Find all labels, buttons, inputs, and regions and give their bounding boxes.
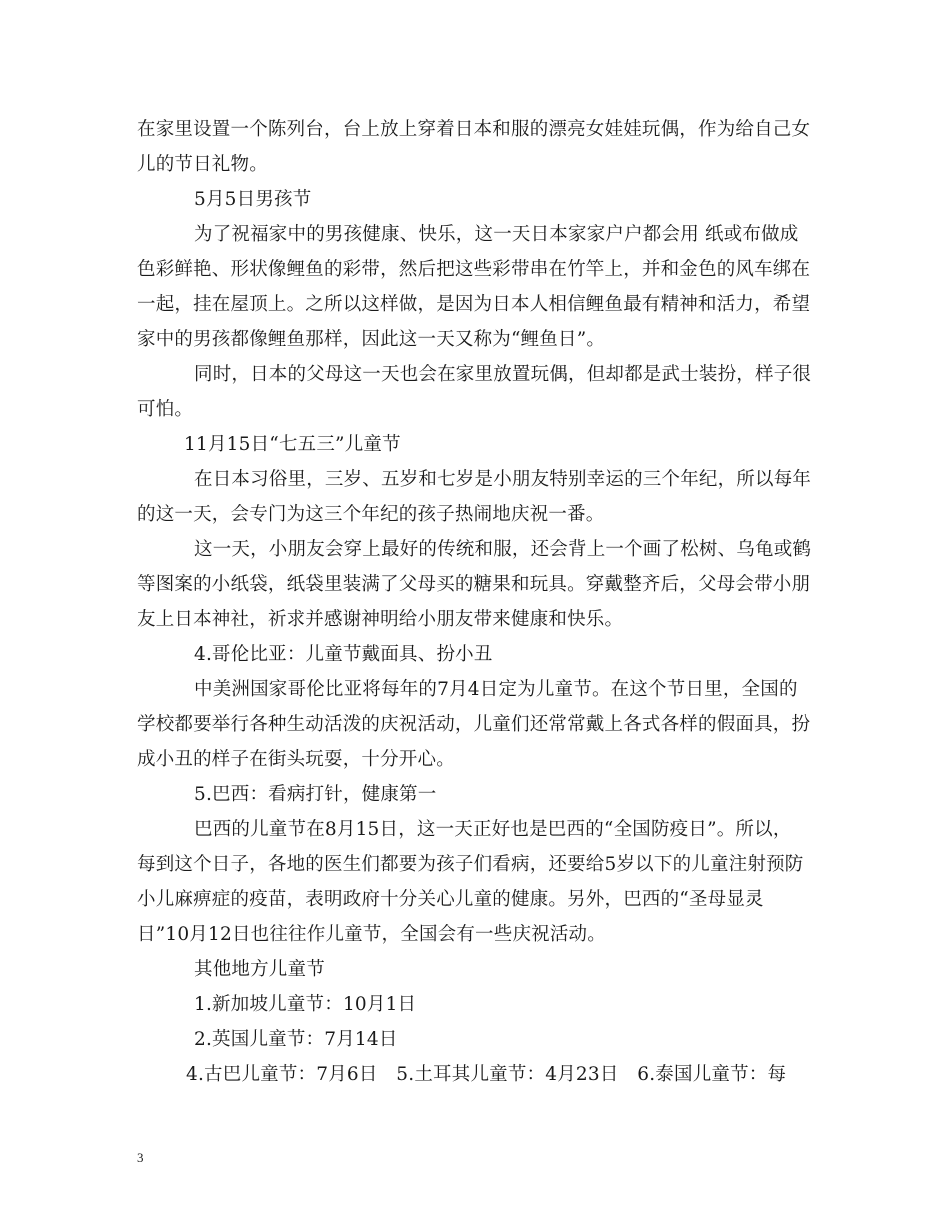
body-text-line: 学校都要举行各种生动活泼的庆祝活动，儿童们还常常戴上各式各样的假面具，扮 — [137, 714, 811, 735]
body-text-line: 可怕。 — [137, 399, 194, 420]
section-heading: 11月15日“七五三”儿童节 — [184, 434, 401, 455]
list-item: 1.新加坡儿童节：10月1日 — [194, 994, 417, 1015]
body-text-line: 友上日本神社，祈求并感谢神明给小朋友带来健康和快乐。 — [137, 609, 624, 630]
body-text-line: 日”10月12日也往往作儿童节，全国会有一些庆祝活动。 — [137, 924, 606, 945]
body-text-line: 成小丑的样子在街头玩耍，十分开心。 — [137, 749, 455, 770]
list-item: 4.古巴儿童节：7月6日 5.土耳其儿童节：4月23日 6.泰国儿童节：每 — [186, 1064, 787, 1085]
body-text-line: 色彩鲜艳、形状像鲤鱼的彩带，然后把这些彩带串在竹竿上，并和金色的风车绑在 — [137, 259, 811, 280]
body-text-line: 儿的节日礼物。 — [137, 154, 268, 175]
section-heading: 5.巴西：看病打针，健康第一 — [194, 784, 437, 805]
body-text-line: 巴西的儿童节在8月15日，这一天正好也是巴西的“全国防疫日”。所以， — [194, 819, 792, 840]
body-text-line: 中美洲国家哥伦比亚将每年的7月4日定为儿童节。在这个节日里，全国的 — [194, 679, 798, 700]
page-number: 3 — [137, 1150, 144, 1165]
body-text-line: 每到这个日子，各地的医生们都要为孩子们看病，还要给5岁以下的儿童注射预防 — [137, 854, 804, 875]
body-text-line: 一起，挂在屋顶上。之所以这样做，是因为日本人相信鲤鱼最有精神和活力，希望 — [137, 294, 811, 315]
body-text-line: 的这一天，会专门为这三个年纪的孩子热闹地庆祝一番。 — [137, 504, 605, 525]
body-text-line: 这一天，小朋友会穿上最好的传统和服，还会背上一个画了松树、乌龟或鹤 — [194, 539, 812, 560]
list-item: 2.英国儿童节：7月14日 — [194, 1029, 398, 1050]
body-text-line: 为了祝福家中的男孩健康、快乐，这一天日本家家户户都会用 纸或布做成 — [194, 224, 799, 245]
body-text-line: 家中的男孩都像鲤鱼那样，因此这一天又称为“鲤鱼日”。 — [137, 329, 606, 350]
section-heading: 其他地方儿童节 — [194, 959, 325, 980]
body-text-line: 等图案的小纸袋，纸袋里装满了父母买的糖果和玩具。穿戴整齐后，父母会带小朋 — [137, 574, 811, 595]
section-heading: 4.哥伦比亚：儿童节戴面具、扮小丑 — [194, 644, 493, 665]
body-text-line: 小儿麻痹症的疫苗，表明政府十分关心儿童的健康。另外，巴西的“圣母显灵 — [137, 889, 764, 910]
body-text-line: 在日本习俗里，三岁、五岁和七岁是小朋友特别幸运的三个年纪，所以每年 — [194, 469, 812, 490]
section-heading: 5月5日男孩节 — [194, 189, 312, 210]
body-text-line: 同时，日本的父母这一天也会在家里放置玩偶，但却都是武士装扮，样子很 — [194, 364, 812, 385]
body-text-line: 在家里设置一个陈列台，台上放上穿着日本和服的漂亮女娃娃玩偶，作为给自己女 — [137, 119, 811, 140]
